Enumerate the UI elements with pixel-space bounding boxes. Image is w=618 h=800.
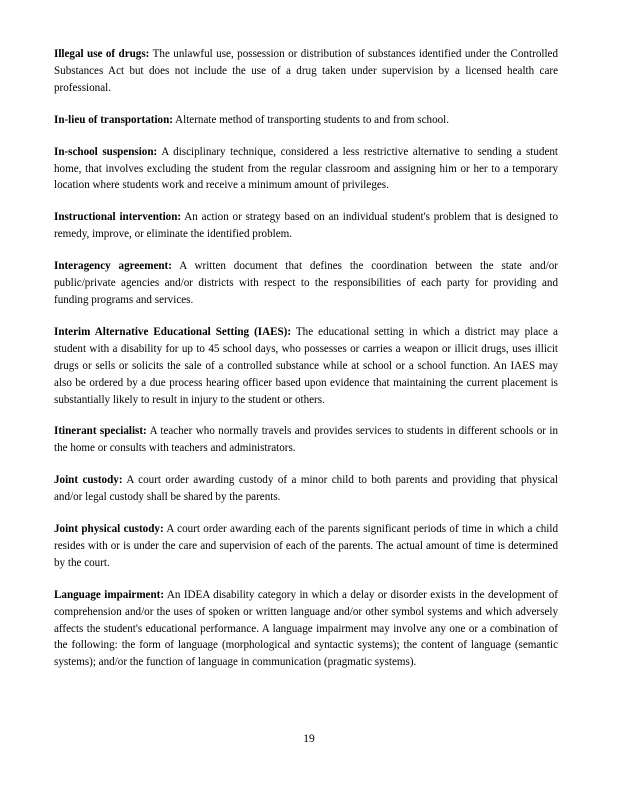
entry-definition: A court order awarding each of the parents significant periods of time in which a child resides with or is under the care and supervision of each of the parents. The actual amount of time is determined by the court. — [54, 523, 558, 569]
glossary-entry-joint-physical-custody — [54, 521, 558, 572]
entry-term: In-lieu of transportation: — [54, 113, 173, 126]
entry-term: Joint physical custody: — [54, 523, 164, 536]
glossary-entry-instructional-intervention — [54, 209, 558, 243]
glossary-entry-illegal-use-of-drugs — [54, 46, 558, 97]
entry-definition: A disciplinary technique, considered a less restrictive alternative to sending a student home, that involves excluding the student from the regular classroom and assigning him or her to a temporary location where students work and receive a minimum amount of privileges. — [54, 145, 559, 192]
entry-definition: The educational setting in which a district may place a student with a disability for up to 45 school days, who possesses or carries a weapon or illicit drugs, uses illicit drugs or sells or solicits the sale of a controlled substance while at school or a school function. An IAES may also be ordered by a due process hearing officer based upon evidence that maintaining the current placement is substantially likely to result in injury to the student or others. — [54, 325, 558, 406]
entry-definition: A teacher who normally travels and provides services to students in different schools or in the home or consults with teachers and administrators. — [54, 425, 558, 455]
entry-definition: A written document that defines the coordination between the state and/or public/private agencies and/or districts with respect to the responsibilities of each party for providing and funding programs and services. — [54, 260, 558, 306]
entry-term: In-school suspension: — [54, 145, 158, 158]
entry-term: Language impairment: — [54, 588, 165, 601]
entry-term: Itinerant specialist: — [54, 425, 147, 438]
glossary-entry-in-school-suspension — [54, 144, 558, 195]
glossary-entry-itinerant-specialist — [54, 423, 558, 457]
glossary-entry-interagency-agreement — [54, 258, 558, 309]
entry-definition: Alternate method of transporting students to and from school. — [175, 113, 450, 126]
entry-definition: The unlawful use, possession or distribution of substances identified under the Controlled Substances Act but does not include the use of a drug taken under supervision by a licensed health care professional. — [54, 48, 558, 94]
page-number: 19 — [303, 733, 315, 745]
glossary-entry-iaes — [54, 324, 558, 409]
entry-term: Interagency agreement: — [54, 260, 172, 273]
glossary-page — [54, 46, 558, 686]
entry-term: Illegal use of drugs: — [54, 48, 150, 60]
entry-term: Joint custody: — [54, 474, 123, 487]
glossary-entry-joint-custody — [54, 472, 558, 506]
entry-term: Interim Alternative Educational Setting (IAES): — [54, 325, 292, 338]
entry-definition: A court order awarding custody of a minor child to both parents and providing that physical and/or legal custody shall be shared by the parents. — [54, 474, 558, 504]
entry-term: Instructional intervention: — [54, 211, 182, 224]
glossary-entry-language-impairment — [54, 587, 558, 672]
entry-definition: An IDEA disability category in which a delay or disorder exists in the development of comprehension and/or the uses of spoken or written language and/or other symbol systems and which adversely affects the student's educational performance. A language impairment may involve any one or a combination of the following: the form of language (morphological and syntactic systems); the content of language (semantic systems); and/or the function of language in communication (pragmatic systems). — [54, 588, 558, 669]
entry-definition: An action or strategy based on an individual student's problem that is designed to remedy, improve, or eliminate the identified problem. — [54, 211, 558, 241]
glossary-entry-in-lieu-of-transportation — [54, 112, 558, 129]
